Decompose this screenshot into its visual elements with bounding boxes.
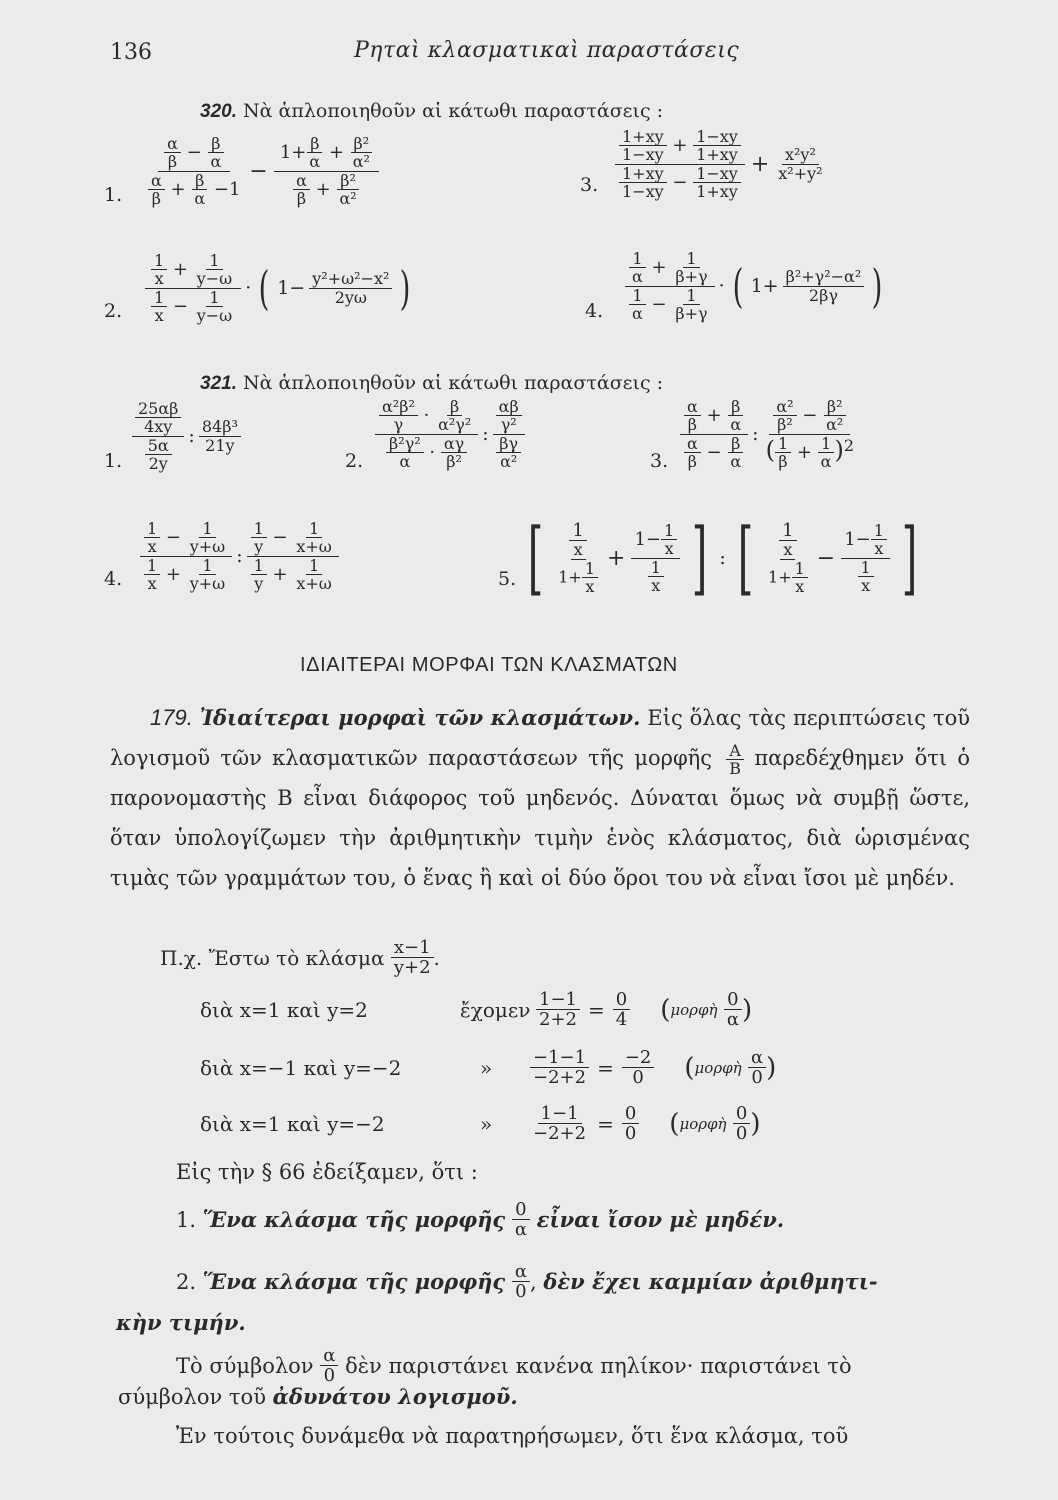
section-179-paragraph: 179. Ἰδιαίτεραι μορφαὶ τῶν κλασμάτων. Εἰς ὅλας τὰς περιπτώσεις τοῦ λογισμοῦ τῶν κλασματικῶν παραστάσεων τῆς μορφῆς $\frac{A}{B}$ παρεδέχθημεν ὅτι ὁ παρονομαστὴς Β εἶναι διάφορος τοῦ μηδενός. Δύναται ὅμως νὰ συμβῇ ὥστε, ὅταν ὑπολογίζωμεν τὴν ἀριθμητικὴν τιμὴν ἑνὸς κλάσματος, διὰ ὡρισμένας τιμὰς τῶν γραμμάτων του, ὁ ἕνας ἢ καὶ οἱ δύο ὅροι του νὰ εἶναι ἴσοι μὲ μηδέν. bbox=[110, 705, 970, 890]
last-line: Ἐν τούτοις δυνάμεθα νὰ παρατηρήσωμεν, ὅτι ἕνα κλάσμα, τοῦ bbox=[176, 1424, 849, 1448]
ex321-item5-expression: [ 1 x 1+ $\frac{1}{x}$ + 1− $\frac{1}{x}$ $\frac{1}{x}$ ] : [ 1 x 1+ $\frac{1}{x}$ − 1− $\frac{1}{x}$ $\frac{1}{x}$ ] bbox=[527, 511, 918, 604]
ex321-item3-label: 3. bbox=[650, 450, 669, 472]
exercise-321-title: 321. Νὰ ἁπλοποιηθοῦν αἱ κάτωθι παραστάσεις : bbox=[200, 372, 664, 394]
ex321-item4-label: 4. bbox=[104, 568, 123, 590]
section-title: Ἰδιαίτεραι μορφαὶ τῶν κλασμάτων. bbox=[199, 705, 641, 730]
page-title: Ρηταὶ κλασματικαὶ παραστάσεις bbox=[354, 38, 740, 63]
ex321-item2-label: 2. bbox=[345, 450, 364, 472]
rule-1: 1. Ἕνα κλάσμα τῆς μορφῆς 0 α εἶναι ἴσον μὲ μηδέν. bbox=[176, 1199, 785, 1241]
ex321-item4-expression: $\frac{1}{x}$ − $\frac{1}{y+\omega}$ $\frac{1}{x}$ + $\frac{1}{y+\omega}$ : $\frac{1}{y}$ − $\frac{1}{x+\omega}$ $\frac{1}{y}$ + $\frac{1}{x+\omega}$ bbox=[140, 520, 339, 592]
example-row-1: διὰ x=1 καὶ y=2 ἔχομεν $\frac{1-1}{2+2}$ = $\frac{0}{4}$ ( μορφὴ 0 α ) bbox=[200, 989, 753, 1031]
rule-2-continuation: κὴν τιμήν. bbox=[116, 1310, 246, 1335]
page-number: 136 bbox=[110, 40, 152, 65]
ex320-item3-label: 3. bbox=[580, 174, 599, 196]
ex320-item1-label: 1. bbox=[104, 184, 123, 206]
exercise-320-title: 320. Νὰ ἁπλοποιηθοῦν αἱ κάτωθι παραστάσεις : bbox=[200, 100, 664, 122]
ex320-item4-expression: $\frac{1}{\alpha}$ + $\frac{1}{\beta+\gamma}$ $\frac{1}{\alpha}$ − $\frac{1}{\beta+\gamma}$ · ( 1+ $\frac{\text{β²+γ²−α²}}{2\beta\gamma}$ ) bbox=[625, 250, 886, 322]
ex321-item1-label: 1. bbox=[104, 450, 123, 472]
example-row-2: διὰ x=−1 καὶ y=−2 » $\frac{-1-1}{-2+2}$ = $\frac{-2}{0}$ ( μορφὴ α 0 ) bbox=[200, 1047, 777, 1089]
ex321-item2-expression: $\frac{\text{α²β²}}{\gamma}$ · $\frac{\beta}{\text{α²γ²}}$ $\frac{\text{β²γ²}}{\alpha}$ · $\frac{\alpha\gamma}{\text{β²}}$ : $\frac{\alpha\beta}{\text{γ²}}$ $\frac{\beta\gamma}{\text{α²}}$ bbox=[375, 398, 525, 470]
example-intro: Π.χ. Ἔστω τὸ κλάσμα x−1 y+2 . bbox=[160, 937, 440, 979]
section-number: 179. bbox=[150, 705, 193, 730]
ex321-item5-label: 5. bbox=[498, 568, 517, 590]
ex320-item2-label: 2. bbox=[104, 300, 123, 322]
ex320-item4-label: 4. bbox=[585, 300, 604, 322]
reference-line: Εἰς τὴν § 66 ἐδείξαμεν, ὅτι : bbox=[176, 1160, 478, 1184]
ex320-item1-expression: $\frac{\alpha}{\beta}$ − $\frac{\beta}{\alpha}$ $\frac{\alpha}{\beta}$ + $\frac{\beta}{\alpha}$ −1 − 1+ $\frac{\beta}{\alpha}$ + $\frac{\text{β²}}{\text{α²}}$ $\frac{\alpha}{\beta}$ + $\frac{\text{β²}}{\text{α²}}$ bbox=[145, 135, 379, 207]
ex321-item3-expression: $\frac{\alpha}{\beta}$ + $\frac{\beta}{\alpha}$ $\frac{\alpha}{\beta}$ − $\frac{\beta}{\alpha}$ : $\frac{\text{α²}}{\text{β²}}$ − $\frac{\text{β²}}{\text{α²}}$ ( $\frac{1}{\beta}$ + $\frac{1}{\alpha}$ )$^2$ bbox=[680, 398, 857, 470]
ex321-item1-expression: $\frac{25\alpha\beta}{4xy}$ $\frac{5\alpha}{2y}$ : 84β³ 21y bbox=[132, 400, 241, 472]
rule-2: 2. Ἕνα κλάσμα τῆς μορφῆς α 0 , δὲν ἔχει καμμίαν ἀριθμητι- bbox=[176, 1261, 878, 1303]
ex320-item3-expression: $\frac{1+xy}{1-xy}$ + $\frac{1-xy}{1+xy}$ $\frac{1+xy}{1-xy}$ − $\frac{1-xy}{1+xy}$ + $\frac{\text{x²y²}}{\text{x²+y²}}$ bbox=[615, 128, 826, 200]
symbol-continuation: σύμβολον τοῦ ἀδυνάτου λογισμοῦ. bbox=[118, 1384, 518, 1409]
symbol-line: Τὸ σύμβολον α 0 δὲν παριστάνει κανένα πηλίκον· παριστάνει τὸ bbox=[176, 1345, 852, 1387]
section-heading: ΙΔΙΑΙΤΕΡΑΙ ΜΟΡΦΑΙ ΤΩΝ ΚΛΑΣΜΑΤΩΝ bbox=[300, 654, 678, 676]
ex320-item2-expression: $\frac{1}{x}$ + $\frac{1}{y-\omega}$ $\frac{1}{x}$ − $\frac{1}{y-\omega}$ · ( 1− $\frac{\text{y²+ω²−x²}}{2y\omega}$ ) bbox=[145, 252, 414, 324]
example-row-3: διὰ x=1 καὶ y=−2 » $\frac{1-1}{-2+2}$ = $\frac{0}{0}$ ( μορφὴ 0 0 ) bbox=[200, 1103, 761, 1145]
